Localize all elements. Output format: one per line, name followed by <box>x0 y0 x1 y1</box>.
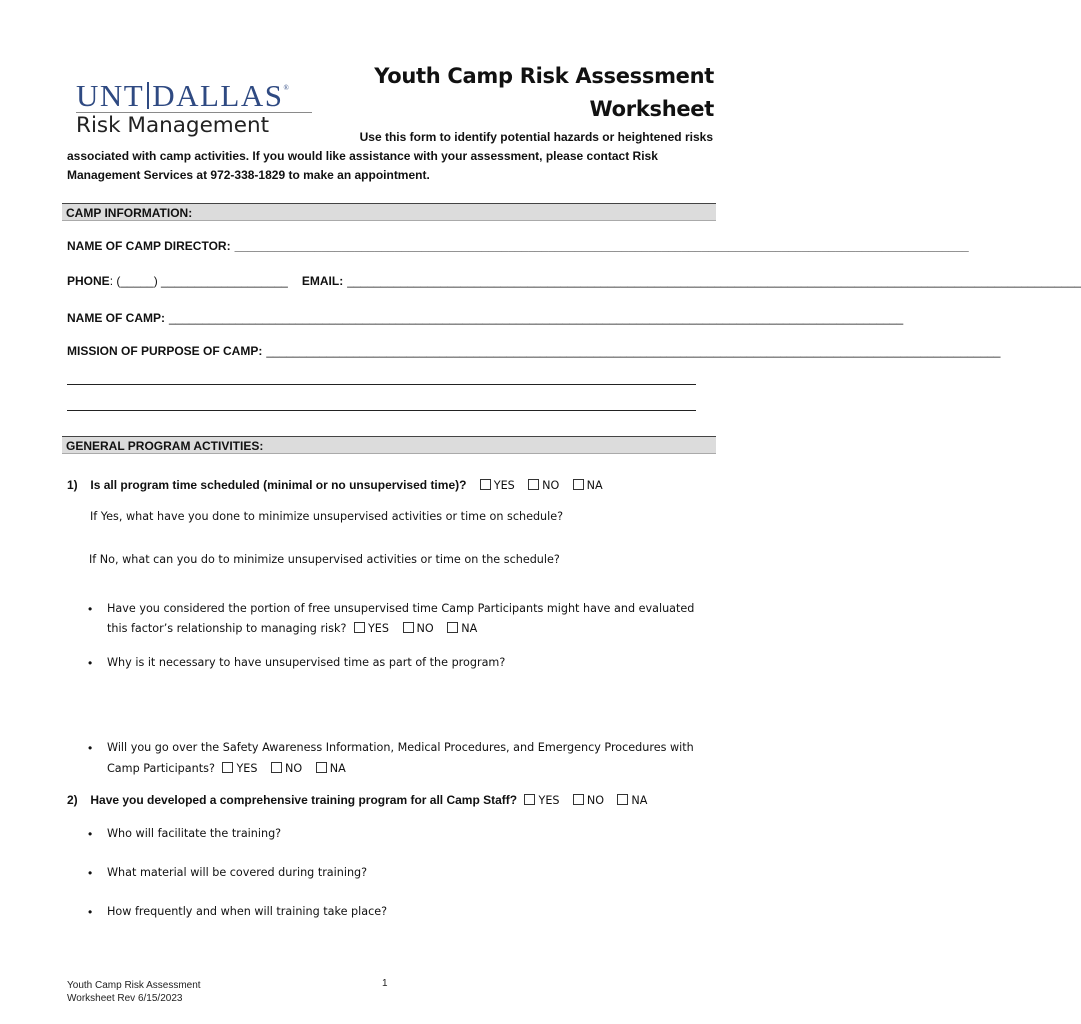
q1-no-label: NO <box>542 479 560 492</box>
b1-na-checkbox[interactable] <box>447 622 458 633</box>
bullet: • <box>88 741 93 755</box>
q1-yes-label: YES <box>493 479 515 492</box>
b3-na-checkbox[interactable] <box>316 762 327 773</box>
bullet: • <box>88 866 93 880</box>
q2-no-label: NO <box>586 794 605 807</box>
phone-email-field[interactable] <box>67 273 1081 289</box>
intro-line-1: Use this form to identify potential hazards or heightened risks <box>359 130 713 144</box>
title-line-1: Youth Camp Risk Assessment <box>374 64 714 88</box>
bullet-2: Why is it necessary to have unsupervised time as part of the program? <box>107 656 506 669</box>
camp-name-label: NAME OF CAMP: <box>67 311 165 325</box>
page-title <box>374 60 714 126</box>
bullet: • <box>88 905 93 919</box>
bullet-6: How frequently and when will training take place? <box>107 905 388 918</box>
intro-line-3: Management Services at 972-338-1829 to make an appointment. <box>67 168 430 182</box>
bullet-3-line-1: Will you go over the Safety Awareness Information, Medical Procedures, and Emergency Procedures with <box>107 741 694 754</box>
q1-na-label: NA <box>586 479 603 492</box>
camp-director-label: NAME OF CAMP DIRECTOR: <box>67 239 231 253</box>
mission-blank[interactable]: ______________________________________________________________________________________________________________ <box>266 344 1001 358</box>
footer-line-1: Youth Camp Risk Assessment <box>67 980 201 991</box>
q2-na-checkbox[interactable] <box>617 794 628 805</box>
page-number: 1 <box>382 978 388 989</box>
title-line-2: Worksheet <box>589 97 714 121</box>
b1-yes-checkbox[interactable] <box>354 622 365 633</box>
bullet-1-text: this factor’s relationship to managing risk? <box>107 622 347 635</box>
q2-yes-checkbox[interactable] <box>524 794 535 805</box>
logo-wordmark <box>76 74 312 113</box>
b3-no-label: NO <box>285 762 303 775</box>
bullet-1-line-1: Have you considered the portion of free unsupervised time Camp Participants might have and evaluated <box>107 602 695 615</box>
bullet: • <box>88 602 93 616</box>
camp-director-blank[interactable]: ______________________________________________________________________________________________________________ <box>234 239 969 253</box>
question-2-number: 2) <box>67 793 78 807</box>
intro-line-2: associated with camp activities. If you would like assistance with your assessment, please contact Risk <box>67 149 658 163</box>
mission-blank-line-2[interactable] <box>67 384 696 385</box>
logo-dallas: DALLAS <box>152 78 284 113</box>
question-1-number: 1) <box>67 478 78 492</box>
q2-no-checkbox[interactable] <box>573 794 584 805</box>
bullet-1-line-2 <box>107 621 477 637</box>
logo-divider <box>147 82 149 109</box>
q1-yes-followup: If Yes, what have you done to minimize unsupervised activities or time on schedule? <box>90 510 564 523</box>
question-1 <box>67 477 603 494</box>
camp-name-field[interactable] <box>67 310 904 326</box>
b3-yes-checkbox[interactable] <box>222 762 233 773</box>
b3-no-checkbox[interactable] <box>271 762 282 773</box>
q1-na-checkbox[interactable] <box>573 479 584 490</box>
b1-no-label: NO <box>416 622 434 635</box>
q1-no-checkbox[interactable] <box>528 479 539 490</box>
question-2 <box>67 792 647 809</box>
bullet-4: Who will facilitate the training? <box>107 827 282 840</box>
bullet-3-line-2 <box>107 761 346 777</box>
camp-name-blank[interactable]: ______________________________________________________________________________________________________________ <box>169 311 904 325</box>
question-1-text: Is all program time scheduled (minimal or no unsupervised time)? <box>90 478 467 492</box>
bullet: • <box>88 656 93 670</box>
phone-blank[interactable]: : (_____) ___________________ <box>109 274 288 288</box>
bullet: • <box>88 827 93 841</box>
email-blank[interactable]: ______________________________________________________________________________________________________________ <box>347 274 1081 288</box>
b1-no-checkbox[interactable] <box>403 622 414 633</box>
bullet-3-text: Camp Participants? <box>107 762 215 775</box>
logo-unt: UNT <box>76 78 145 113</box>
b1-na-label: NA <box>461 622 478 635</box>
question-2-text: Have you developed a comprehensive training program for all Camp Staff? <box>90 793 518 807</box>
footer <box>67 979 201 1005</box>
b3-na-label: NA <box>329 762 346 775</box>
footer-line-2: Worksheet Rev 6/15/2023 <box>67 993 183 1004</box>
phone-label: PHONE <box>67 274 110 288</box>
mission-label: MISSION OF PURPOSE OF CAMP: <box>67 344 263 358</box>
email-label: EMAIL: <box>301 274 344 288</box>
camp-information-header: CAMP INFORMATION: <box>62 203 716 221</box>
mission-field[interactable] <box>67 343 1001 359</box>
b3-yes-label: YES <box>236 762 258 775</box>
general-program-header: GENERAL PROGRAM ACTIVITIES: <box>62 436 716 454</box>
bullet-5: What material will be covered during training? <box>107 866 368 879</box>
logo-subtitle: Risk Management <box>76 113 270 138</box>
camp-director-field[interactable] <box>67 238 969 254</box>
mission-blank-line-3[interactable] <box>67 410 696 411</box>
b1-yes-label: YES <box>367 622 389 635</box>
logo-trademark: ® <box>283 84 291 92</box>
q2-na-label: NA <box>631 794 648 807</box>
q1-yes-checkbox[interactable] <box>480 479 491 490</box>
q1-no-followup: If No, what can you do to minimize unsupervised activities or time on the schedule? <box>89 553 560 566</box>
q2-yes-label: YES <box>538 794 560 807</box>
